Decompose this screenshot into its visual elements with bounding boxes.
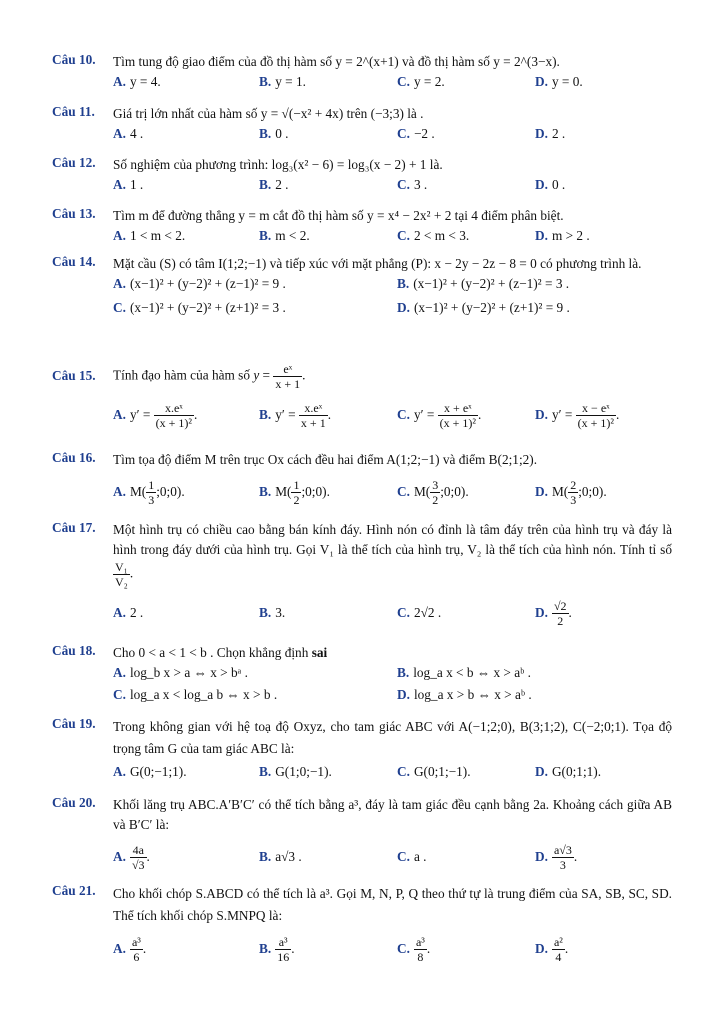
option-c[interactable]: C. y′ = $\frac{\text{x + eˣ}}{\text{(x + 1)²}}$ .	[397, 401, 482, 431]
option-a[interactable]: A. 2 .	[113, 605, 144, 620]
question-stem: Cho khối chóp S.ABCD có thể tích là a³. Gọi M, N, P, Q theo thứ tự là trung điểm của SA, SB, SC, SD. Thể tích khối chóp S.MNPQ là:	[113, 886, 672, 923]
question-number: Câu 15.	[52, 368, 96, 383]
option-d[interactable]: D. $\frac{\text{a²}}{4}$ .	[535, 935, 569, 965]
option-d[interactable]: D. log_a x > b ⇔ x > aᵇ .	[397, 687, 532, 702]
question-10	[52, 52, 672, 92]
question-stem: Tìm tung độ giao điểm của đồ thị hàm số y = 2^(x+1) và đồ thị hàm số y = 2^(3−x).	[113, 54, 560, 69]
question-number: Câu 20.	[52, 795, 96, 810]
option-a[interactable]: A. $\frac{4a}{√3}$ .	[113, 843, 150, 873]
option-d[interactable]: D. y′ = $\frac{\text{x − eˣ}}{\text{(x + 1)²}}$ .	[535, 401, 620, 431]
option-a[interactable]: A. $\frac{\text{a³}}{6}$ .	[113, 935, 147, 965]
option-a[interactable]: A. y′ = $\frac{\text{x.eˣ}}{\text{(x + 1)²}}$ .	[113, 401, 198, 431]
question-18	[52, 643, 672, 705]
question-number: Câu 18.	[52, 643, 96, 658]
option-c[interactable]: C. M( $\frac{3}{2}$ ;0;0).	[397, 478, 469, 508]
question-11	[52, 104, 672, 144]
option-a[interactable]: A. G(0;−1;1).	[113, 764, 187, 779]
option-d[interactable]: D. $\frac{√2}{2}$ .	[535, 599, 572, 629]
option-d[interactable]: D. (x−1)² + (y−2)² + (z+1)² = 9 .	[397, 300, 570, 315]
option-c[interactable]: C. y = 2.	[397, 74, 445, 89]
option-c[interactable]: C. a .	[397, 849, 427, 864]
question-19	[52, 716, 672, 782]
option-c[interactable]: C. log_a x < log_a b ⇔ x > b .	[113, 687, 278, 702]
question-number: Câu 12.	[52, 155, 96, 170]
option-b[interactable]: B. 0 .	[259, 126, 289, 141]
question-12	[52, 155, 672, 195]
stem-fraction: $\frac{\text{V₁}}{\text{V₂}}$	[115, 560, 128, 589]
question-number: Câu 14.	[52, 254, 96, 269]
option-b[interactable]: B. y′ = $\frac{\text{x.eˣ}}{x + 1}$ .	[259, 401, 332, 431]
question-14	[52, 254, 672, 322]
question-stem: Tìm m để đường thẳng y = m cắt đồ thị hàm số y = x⁴ − 2x² + 2 tại 4 điểm phân biệt.	[113, 208, 564, 223]
option-b[interactable]: B. m < 2.	[259, 228, 310, 243]
question-13	[52, 206, 672, 246]
question-number: Câu 17.	[52, 520, 96, 535]
question-17	[52, 520, 672, 633]
question-stem: Mặt cầu (S) có tâm I(1;2;−1) và tiếp xúc với mặt phẳng (P): x − 2y − 2z − 8 = 0 có phương trình là.	[113, 256, 642, 271]
option-b[interactable]: B. M( $\frac{1}{2}$ ;0;0).	[259, 478, 330, 508]
question-number: Câu 21.	[52, 883, 96, 898]
option-c[interactable]: C. $\frac{\text{a³}}{8}$ .	[397, 935, 431, 965]
option-d[interactable]: D. G(0;1;1).	[535, 764, 602, 779]
option-a[interactable]: A. 1 < m < 2.	[113, 228, 186, 243]
question-number: Câu 19.	[52, 716, 96, 731]
option-d[interactable]: D. m > 2 .	[535, 228, 590, 243]
option-b[interactable]: B. (x−1)² + (y−2)² + (z−1)² = 3 .	[397, 276, 570, 291]
question-stem: Trong không gian với hệ toạ độ Oxyz, cho tam giác ABC với A(−1;2;0), B(3;1;2), C(−2;0;1). Tọa độ trọng tâm G của tam giác ABC là:	[113, 719, 672, 756]
option-d[interactable]: D. 0 .	[535, 177, 566, 192]
option-b[interactable]: B. a√3 .	[259, 849, 302, 864]
question-stem: Khối lăng trụ ABC.A′B′C′ có thể tích bằng a³, đáy là tam giác đều cạnh bằng 2a. Khoảng cách giữa AB và B′C′ là:	[113, 797, 672, 832]
option-a[interactable]: A. y = 4.	[113, 74, 161, 89]
option-a[interactable]: A. M( $\frac{1}{3}$ ;0;0).	[113, 478, 185, 508]
option-c[interactable]: C. G(0;1;−1).	[397, 764, 471, 779]
question-16	[52, 450, 672, 512]
option-d[interactable]: D. 2 .	[535, 126, 566, 141]
stem-fraction: $\frac{\text{eˣ}}{x + 1}$	[275, 362, 301, 391]
question-number: Câu 10.	[52, 52, 96, 67]
question-stem: Một hình trụ có chiều cao bằng bán kính đáy. Hình nón có đỉnh là tâm đáy trên của hình trụ và đáy là hình trong đáy dưới của hình trụ. Gọi V₁ là thể tích của hình trụ, V₂ là thể tích của hình nón. Tính tỉ số $\frac{\text{V₁}}{\text{V₂}}$ .	[113, 522, 672, 589]
option-b[interactable]: B. y = 1.	[259, 74, 306, 89]
option-a[interactable]: A. (x−1)² + (y−2)² + (z−1)² = 9 .	[113, 276, 286, 291]
option-b[interactable]: B. 3.	[259, 605, 286, 620]
question-number: Câu 11.	[52, 104, 95, 119]
option-c[interactable]: C. (x−1)² + (y−2)² + (z+1)² = 3 .	[113, 300, 286, 315]
option-c[interactable]: C. 2 < m < 3.	[397, 228, 470, 243]
question-stem: Số nghiệm của phương trình: log₃(x² − 6) = log₃(x − 2) + 1 là.	[113, 157, 443, 172]
question-15	[52, 362, 672, 435]
option-c[interactable]: C. −2 .	[397, 126, 435, 141]
question-stem: Tìm tọa độ điểm M trên trục Ox cách đều hai điểm A(1;2;−1) và điểm B(2;1;2).	[113, 452, 538, 467]
option-c[interactable]: C. 2√2 .	[397, 605, 442, 620]
question-stem: Cho 0 < a < 1 < b . Chọn khẳng định sai	[113, 645, 328, 660]
option-b[interactable]: B. 2 .	[259, 177, 289, 192]
question-stem: Giá trị lớn nhất của hàm số y = √(−x² + 4x) trên (−3;3) là .	[113, 106, 424, 121]
option-d[interactable]: D. $\frac{a√3}{3}$ .	[535, 843, 578, 873]
question-stem: Tính đạo hàm của hàm số y = $\frac{\text{eˣ}}{x + 1}$ .	[113, 362, 306, 391]
option-a[interactable]: A. log_b x > a ⇔ x > bᵃ .	[113, 665, 248, 680]
question-20	[52, 795, 672, 877]
option-b[interactable]: B. log_a x < b ⇔ x > aᵇ .	[397, 665, 531, 680]
option-d[interactable]: D. M( $\frac{2}{3}$ ;0;0).	[535, 478, 607, 508]
option-d[interactable]: D. y = 0.	[535, 74, 583, 89]
option-b[interactable]: B. G(1;0;−1).	[259, 764, 332, 779]
question-number: Câu 13.	[52, 206, 96, 221]
question-number: Câu 16.	[52, 450, 96, 465]
option-b[interactable]: B. $\frac{\text{a³}}{16}$ .	[259, 935, 295, 965]
option-a[interactable]: A. 4 .	[113, 126, 144, 141]
option-c[interactable]: C. 3 .	[397, 177, 428, 192]
option-a[interactable]: A. 1 .	[113, 177, 144, 192]
question-21	[52, 883, 672, 969]
